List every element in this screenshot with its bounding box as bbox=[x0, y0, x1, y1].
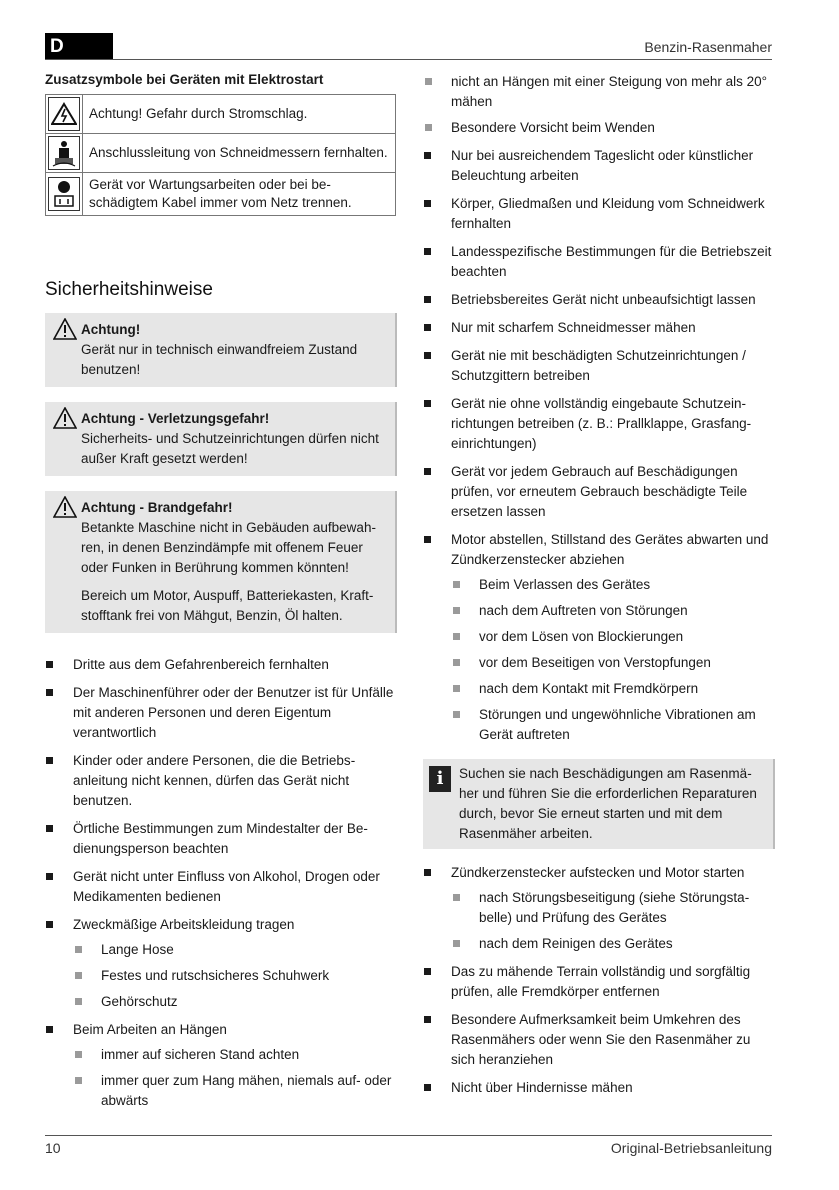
list-item: Örtliche Bestimmungen zum Mindestalter der Bedienungsperson beachten bbox=[45, 819, 397, 859]
sub-list bbox=[423, 72, 775, 138]
sub-list-item: immer auf sicheren Stand achten bbox=[73, 1045, 397, 1065]
warning-box bbox=[45, 313, 397, 387]
sub-list-item: Festes und rutschsicheres Schuhwerk bbox=[73, 966, 397, 986]
warning-triangle-icon bbox=[53, 318, 77, 343]
left-column bbox=[45, 72, 397, 1119]
list-item: Nur bei ausreichendem Tageslicht oder künstlicher Beleuchtung arbeiten bbox=[423, 146, 775, 186]
list-item: Betriebsbereites Gerät nicht unbeaufsichtigt lassen bbox=[423, 290, 775, 310]
warning-text: Sicherheits- und Schutzeinrichtungen dürfen nicht außer Kraft gesetzt werden! bbox=[81, 431, 379, 466]
safety-list bbox=[423, 146, 775, 745]
sub-list-item: vor dem Lösen von Blockierungen bbox=[451, 627, 775, 647]
sub-list-item: immer quer zum Hang mähen, niemals auf- oder abwärts bbox=[73, 1071, 397, 1111]
electric-shock-warning-icon bbox=[48, 97, 80, 131]
sub-list-item: nach dem Kontakt mit Fremdkörpern bbox=[451, 679, 775, 699]
sub-list bbox=[451, 888, 775, 954]
list-item: Besondere Aufmerksamkeit beim Umkehren des Rasenmähers oder wenn Sie den Rasenmäher zu sich heranziehen bbox=[423, 1010, 775, 1070]
section-heading: Sicherheitshinweise bbox=[45, 279, 213, 300]
symbols-table bbox=[45, 94, 396, 216]
warning-title: Achtung - Brandgefahr! bbox=[81, 500, 233, 515]
sub-list bbox=[451, 575, 775, 745]
warning-triangle-icon bbox=[53, 496, 77, 521]
list-item: Gerät nie ohne vollständig eingebaute Schutzeinrichtungen betreiben (z. B.: Prallklappe, Grasfangeinrichtungen) bbox=[423, 394, 775, 454]
language-badge: D bbox=[45, 33, 113, 60]
info-icon: i bbox=[429, 766, 451, 792]
right-column bbox=[423, 72, 775, 1106]
sub-list-item: Beim Verlassen des Gerätes bbox=[451, 575, 775, 595]
info-text: Suchen sie nach Beschädigungen am Rasenmäher und führen Sie die erforderlichen Reparaturen durch, bevor Sie erneut starten und mit dem Rasenmäher arbeiten. bbox=[459, 766, 757, 841]
symbol-text: Gerät vor Wartungsarbeiten oder bei beschädigtem Kabel immer vom Netz trennen. bbox=[83, 173, 396, 216]
warning-title: Achtung! bbox=[81, 322, 141, 337]
symbols-heading: Zusatzsymbole bei Geräten mit Elektrostart bbox=[45, 72, 324, 87]
warning-title: Achtung - Verletzungsgefahr! bbox=[81, 411, 270, 426]
list-item: Beim Arbeiten an Hängen immer auf sicheren Stand achten immer quer zum Hang mähen, niemals auf- oder abwärts bbox=[45, 1020, 397, 1111]
warning-text: Gerät nur in technisch einwandfreiem Zustand benutzen! bbox=[81, 342, 358, 377]
list-item: Körper, Gliedmaßen und Kleidung vom Schneidwerk fernhalten bbox=[423, 194, 775, 234]
list-item: Zündkerzenstecker aufstecken und Motor starten nach Störungsbeseitigung (siehe Störungstabelle) und Prüfung des Gerätes nach dem Reinigen des Gerätes bbox=[423, 863, 775, 954]
symbol-row bbox=[46, 173, 396, 216]
cable-mower-icon bbox=[48, 136, 80, 170]
footer-title: Original-Betriebsanleitung bbox=[610, 1140, 772, 1156]
sub-list-item: vor dem Beseitigen von Verstopfungen bbox=[451, 653, 775, 673]
list-item: Der Maschinenführer oder der Benutzer ist für Unfälle mit anderen Personen und deren Eigentum verantwortlich bbox=[45, 683, 397, 743]
list-item: Gerät vor jedem Gebrauch auf Beschädigungen prüfen, vor erneutem Gebrauch beschädigte Teile ersetzen lassen bbox=[423, 462, 775, 522]
sub-list-item: Störungen und ungewöhnliche Vibrationen am Gerät auftreten bbox=[451, 705, 775, 745]
safety-list bbox=[45, 655, 397, 1111]
header-divider bbox=[45, 59, 772, 60]
list-item: Das zu mähende Terrain vollständig und sorgfältig prüfen, alle Fremdkörper entfernen bbox=[423, 962, 775, 1002]
list-item: Motor abstellen, Stillstand des Gerätes abwarten und Zündkerzenstecker abziehen Beim Verlassen des Gerätes nach dem Auftreten von Störungen vor dem Lösen von Blockierungen vor dem Beseitigen von Verstopfungen nach dem Kontakt mit Fremdkörpern Störungen und ungewöhnliche Vibrationen am Gerät auftreten bbox=[423, 530, 775, 745]
sub-list-item: nach dem Reinigen des Gerätes bbox=[451, 934, 775, 954]
sub-list-item: nach Störungsbeseitigung (siehe Störungstabelle) und Prüfung des Gerätes bbox=[451, 888, 775, 928]
list-item: Dritte aus dem Gefahrenbereich fernhalten bbox=[45, 655, 397, 675]
sub-list-item: Lange Hose bbox=[73, 940, 397, 960]
unplug-icon bbox=[48, 177, 80, 211]
warning-box bbox=[45, 491, 397, 633]
symbol-text: Achtung! Gefahr durch Stromschlag. bbox=[83, 95, 396, 134]
list-item: Gerät nie mit beschädigten Schutzeinrichtungen / Schutzgittern betreiben bbox=[423, 346, 775, 386]
list-item: Nicht über Hindernisse mähen bbox=[423, 1078, 775, 1098]
list-item: Nur mit scharfem Schneidmesser mähen bbox=[423, 318, 775, 338]
warning-text: Betankte Maschine nicht in Gebäuden aufbewahren, in denen Benzindämpfe mit offenem Feuer oder Funken in Berührung kommen könnten! bbox=[81, 520, 376, 575]
sub-list-item: nach dem Auftreten von Störungen bbox=[451, 601, 775, 621]
sub-list-item: nicht an Hängen mit einer Steigung von mehr als 20° mähen bbox=[423, 72, 775, 112]
footer-divider bbox=[45, 1135, 772, 1136]
symbol-text: Anschlussleitung von Schneidmessern fernhalten. bbox=[83, 134, 396, 173]
warning-text: Bereich um Motor, Auspuff, Batteriekasten, Kraftstofftank frei von Mähgut, Benzin, Öl halten. bbox=[81, 588, 374, 623]
list-item: Zweckmäßige Arbeitskleidung tragen Lange Hose Festes und rutschsicheres Schuhwerk Gehörschutz bbox=[45, 915, 397, 1012]
symbol-row bbox=[46, 95, 396, 134]
safety-list bbox=[423, 863, 775, 1098]
page-number: 10 bbox=[45, 1140, 61, 1156]
list-item: Kinder oder andere Personen, die die Betriebsanleitung nicht kennen, dürfen das Gerät nicht benutzen. bbox=[45, 751, 397, 811]
sub-list bbox=[73, 940, 397, 1012]
warning-box bbox=[45, 402, 397, 476]
info-note bbox=[423, 759, 775, 849]
list-item: Landesspezifische Bestimmungen für die Betriebszeit beachten bbox=[423, 242, 775, 282]
symbol-row bbox=[46, 134, 396, 173]
warning-triangle-icon bbox=[53, 407, 77, 432]
list-item: Gerät nicht unter Einfluss von Alkohol, Drogen oder Medikamenten bedienen bbox=[45, 867, 397, 907]
sub-list bbox=[73, 1045, 397, 1111]
header-title: Benzin-Rasenmaher bbox=[644, 39, 772, 55]
sub-list-item: Gehörschutz bbox=[73, 992, 397, 1012]
sub-list-item: Besondere Vorsicht beim Wenden bbox=[423, 118, 775, 138]
